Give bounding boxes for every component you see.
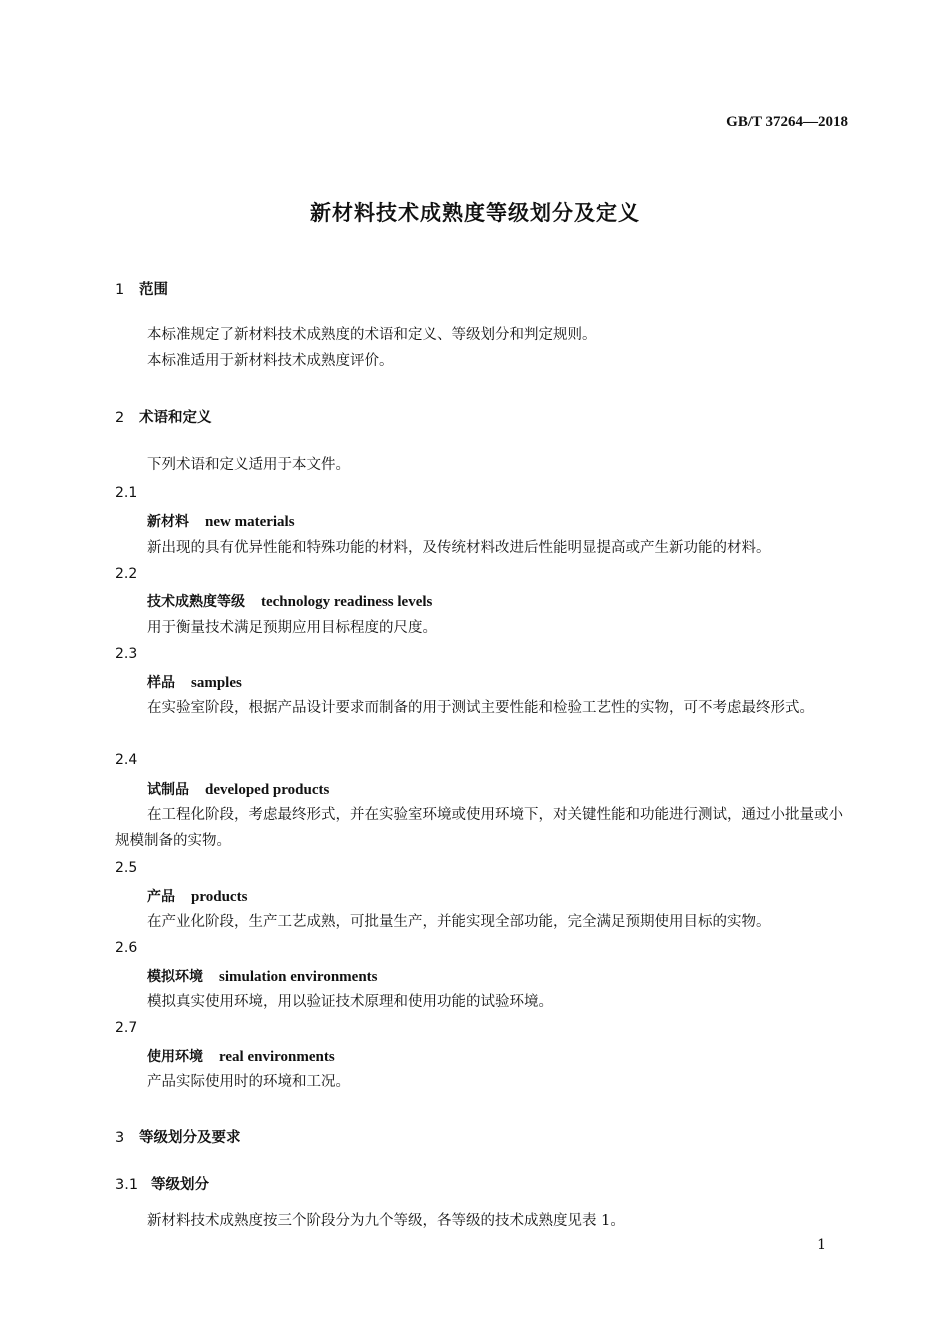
term-zh: 试制品 <box>147 782 189 798</box>
section-title: 范围 <box>139 282 168 298</box>
term-en: real environments <box>219 1049 335 1065</box>
page-number: 1 <box>817 1237 826 1253</box>
term-entry <box>147 672 242 692</box>
term-zh: 新材料 <box>147 514 189 530</box>
section-heading-3 <box>115 1126 241 1147</box>
term-en: technology readiness levels <box>261 594 433 610</box>
clause-number: 2.3 <box>115 646 138 662</box>
term-entry <box>147 886 247 906</box>
clause-number: 2.4 <box>115 752 138 768</box>
term-zh: 技术成熟度等级 <box>147 594 245 610</box>
term-entry <box>147 779 329 799</box>
term-zh: 样品 <box>147 675 175 691</box>
section-heading-2 <box>115 406 212 427</box>
clause-number: 2.1 <box>115 485 138 501</box>
term-definition: 在工程化阶段，考虑最终形式，并在实验室环境或使用环境下，对关键性能和功能进行测试，通过小批量或小规模制备的实物。 <box>115 807 843 849</box>
term-definition: 用于衡量技术满足预期应用目标程度的尺度。 <box>147 620 437 636</box>
term-zh: 产品 <box>147 889 175 905</box>
term-zh: 使用环境 <box>147 1049 203 1065</box>
term-zh: 模拟环境 <box>147 969 203 985</box>
term-en: simulation environments <box>219 969 378 985</box>
section-number: 2 <box>115 410 125 426</box>
paragraph: 下列术语和定义适用于本文件。 <box>147 457 350 473</box>
section-title: 等级划分 <box>151 1177 209 1193</box>
section-title: 等级划分及要求 <box>139 1130 241 1146</box>
term-en: products <box>191 889 248 905</box>
term-entry <box>147 966 378 986</box>
standard-code: GB/T 37264—2018 <box>726 114 848 130</box>
section-number: 3.1 <box>115 1177 139 1193</box>
section-number: 3 <box>115 1130 125 1146</box>
clause-number: 2.2 <box>115 566 138 582</box>
term-definition: 在实验室阶段，根据产品设计要求而制备的用于测试主要性能和检验工艺性的实物，可不考虑最终形式。 <box>147 700 814 716</box>
paragraph: 新材料技术成熟度按三个阶段分为九个等级，各等级的技术成熟度见表 1。 <box>147 1213 625 1229</box>
page-title: 新材料技术成熟度等级划分及定义 <box>310 201 640 225</box>
term-definition: 产品实际使用时的环境和工况。 <box>147 1074 350 1090</box>
term-definition: 模拟真实使用环境，用以验证技术原理和使用功能的试验环境。 <box>147 994 553 1010</box>
section-number: 1 <box>115 282 125 298</box>
term-entry <box>147 511 295 531</box>
term-entry <box>147 1046 335 1066</box>
clause-number: 2.5 <box>115 860 138 876</box>
term-en: developed products <box>205 782 330 798</box>
term-definition: 在产业化阶段，生产工艺成熟，可批量生产，并能实现全部功能，完全满足预期使用目标的实物。 <box>147 914 771 930</box>
term-entry <box>147 591 432 611</box>
term-en: new materials <box>205 514 295 530</box>
section-heading-1 <box>115 278 168 299</box>
term-definition: 新出现的具有优异性能和特殊功能的材料，及传统材料改进后性能明显提高或产生新功能的材料。 <box>147 540 771 556</box>
section-title: 术语和定义 <box>139 410 212 426</box>
paragraph: 本标准规定了新材料技术成熟度的术语和定义、等级划分和判定规则。 <box>147 327 597 343</box>
clause-number: 2.7 <box>115 1020 138 1036</box>
paragraph: 本标准适用于新材料技术成熟度评价。 <box>147 353 394 369</box>
term-en: samples <box>191 675 242 691</box>
clause-number: 2.6 <box>115 940 138 956</box>
subsection-heading-3-1 <box>115 1173 209 1194</box>
